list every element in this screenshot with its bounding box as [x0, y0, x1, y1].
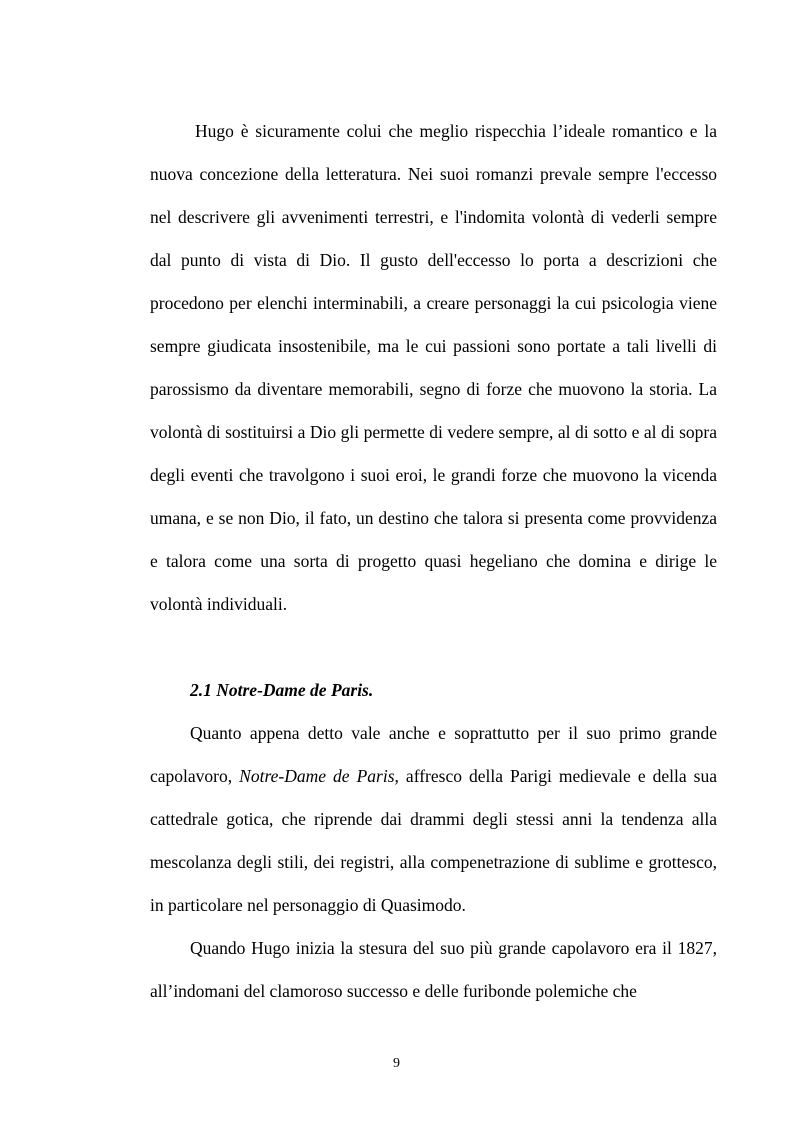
- section-text-block: [150, 712, 717, 1013]
- section-paragraph-2: Quando Hugo inizia la stesura del suo più grande capolavoro era il 1827, all’indomani del clamoroso successo e delle furibonde polemiche che: [150, 938, 717, 1001]
- book-title: Notre-Dame de Paris: [239, 766, 395, 786]
- intro-text-block: [150, 110, 717, 626]
- section-paragraph-1: [150, 712, 717, 927]
- intro-paragraph: Hugo è sicuramente colui che meglio rispecchia l’ideale romantico e la nuova concezione della letteratura. Nei suoi romanzi prevale sempre l'eccesso nel descrivere gli avvenimenti terrestri, e l'indomita volontà di vederli sempre dal punto di vista di Dio. Il gusto dell'eccesso lo porta a descrizioni che procedono per elenchi interminabili, a creare personaggi la cui psicologia viene sempre giudicata insostenibile, ma le cui passioni sono portate a tali livelli di parossismo da diventare memorabili, segno di forze che muovono la storia. La volontà di sostituirsi a Dio gli permette di vedere sempre, al di sotto e al di sopra degli eventi che travolgono i suoi eroi, le grandi forze che muovono la vicenda umana, e se non Dio, il fato, un destino che talora si presenta come provvidenza e talora come una sorta di progetto quasi hegeliano che domina e dirige le volontà individuali.: [150, 121, 717, 614]
- section-heading: 2.1 Notre-Dame de Paris.: [190, 680, 374, 700]
- paragraph-text-after: , affresco della Parigi medievale e della sua cattedrale gotica, che riprende dai drammi degli stessi anni la tendenza alla mescolanza degli stili, dei registri, alla compenetrazione di sublime e grottesco, in particolare nel personaggio di Quasimodo.: [150, 766, 717, 915]
- paragraph-text-before: Quanto appena detto vale anche e soprattutto per il suo primo grande capolavoro,: [150, 723, 717, 786]
- page-number: 9: [393, 1056, 400, 1071]
